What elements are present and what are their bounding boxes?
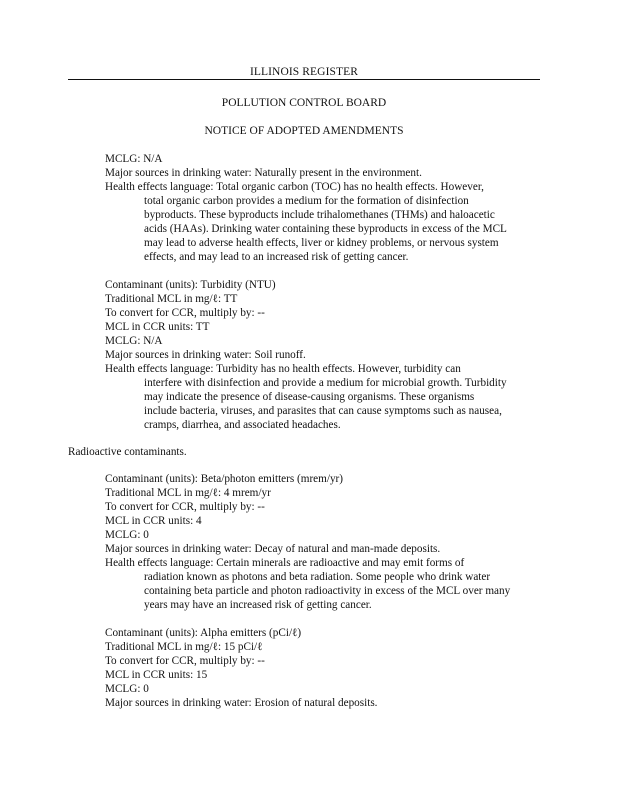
toc-health-line: total organic carbon provides a medium for the formation of disinfection	[144, 195, 469, 207]
beta-health-line: containing beta particle and photon radioactivity in excess of the MCL over many	[144, 585, 511, 597]
turbidity-mclg: MCLG: N/A	[105, 335, 163, 347]
section-heading: Radioactive contaminants.	[68, 446, 187, 458]
turbidity-health-line: Health effects language: Turbidity has no health effects. However, turbidity can	[105, 363, 461, 375]
turbidity-mcl-ccr: MCL in CCR units: TT	[105, 321, 210, 333]
alpha-contaminant: Contaminant (units): Alpha emitters (pCi/ℓ)	[105, 627, 302, 639]
turbidity-health-line: cramps, diarrhea, and associated headaches.	[144, 419, 341, 431]
register-title: ILLINOIS REGISTER	[249, 66, 359, 78]
alpha-mcl-ccr: MCL in CCR units: 15	[105, 669, 208, 681]
alpha-mclg: MCLG: 0	[105, 683, 149, 695]
toc-health-line: may lead to adverse health effects, liver or kidney problems, or nervous system	[144, 237, 499, 249]
turbidity-contaminant: Contaminant (units): Turbidity (NTU)	[105, 279, 276, 291]
notice-title: NOTICE OF ADOPTED AMENDMENTS	[204, 125, 404, 137]
beta-health-line: years may have an increased risk of getting cancer.	[144, 599, 372, 611]
beta-sources: Major sources in drinking water: Decay of natural and man-made deposits.	[105, 543, 441, 555]
alpha-sources: Major sources in drinking water: Erosion of natural deposits.	[105, 697, 378, 709]
board-title: POLLUTION CONTROL BOARD	[221, 97, 387, 109]
toc-health-line: acids (HAAs). Drinking water containing these byproducts in excess of the MCL	[144, 223, 507, 235]
turbidity-health-line: interfere with disinfection and provide a medium for microbial growth. Turbidity	[144, 377, 507, 389]
beta-contaminant: Contaminant (units): Beta/photon emitters (mrem/yr)	[105, 473, 343, 485]
toc-health-line: effects, and may lead to an increased risk of getting cancer.	[144, 251, 409, 263]
beta-traditional-mcl: Traditional MCL in mg/ℓ: 4 mrem/yr	[105, 487, 271, 499]
beta-mclg: MCLG: 0	[105, 529, 149, 541]
toc-health-line: Health effects language: Total organic carbon (TOC) has no health effects. However,	[105, 181, 484, 193]
toc-health-line: byproducts. These byproducts include trihalomethanes (THMs) and haloacetic	[144, 209, 495, 221]
turbidity-sources: Major sources in drinking water: Soil runoff.	[105, 349, 306, 361]
turbidity-health-line: may indicate the presence of disease-causing organisms. These organisms	[144, 391, 475, 403]
alpha-traditional-mcl: Traditional MCL in mg/ℓ: 15 pCi/ℓ	[105, 641, 263, 653]
alpha-convert: To convert for CCR, multiply by: --	[105, 655, 265, 667]
beta-convert: To convert for CCR, multiply by: --	[105, 501, 265, 513]
turbidity-health-line: include bacteria, viruses, and parasites that can cause symptoms such as nausea,	[144, 405, 502, 417]
header-divider	[68, 79, 540, 80]
turbidity-traditional-mcl: Traditional MCL in mg/ℓ: TT	[105, 293, 238, 305]
beta-mcl-ccr: MCL in CCR units: 4	[105, 515, 202, 527]
toc-sources: Major sources in drinking water: Naturally present in the environment.	[105, 167, 422, 179]
turbidity-convert: To convert for CCR, multiply by: --	[105, 307, 265, 319]
beta-health-line: radiation known as photons and beta radiation. Some people who drink water	[144, 571, 491, 583]
beta-health-line: Health effects language: Certain minerals are radioactive and may emit forms of	[105, 557, 465, 569]
toc-mclg: MCLG: N/A	[105, 153, 163, 165]
